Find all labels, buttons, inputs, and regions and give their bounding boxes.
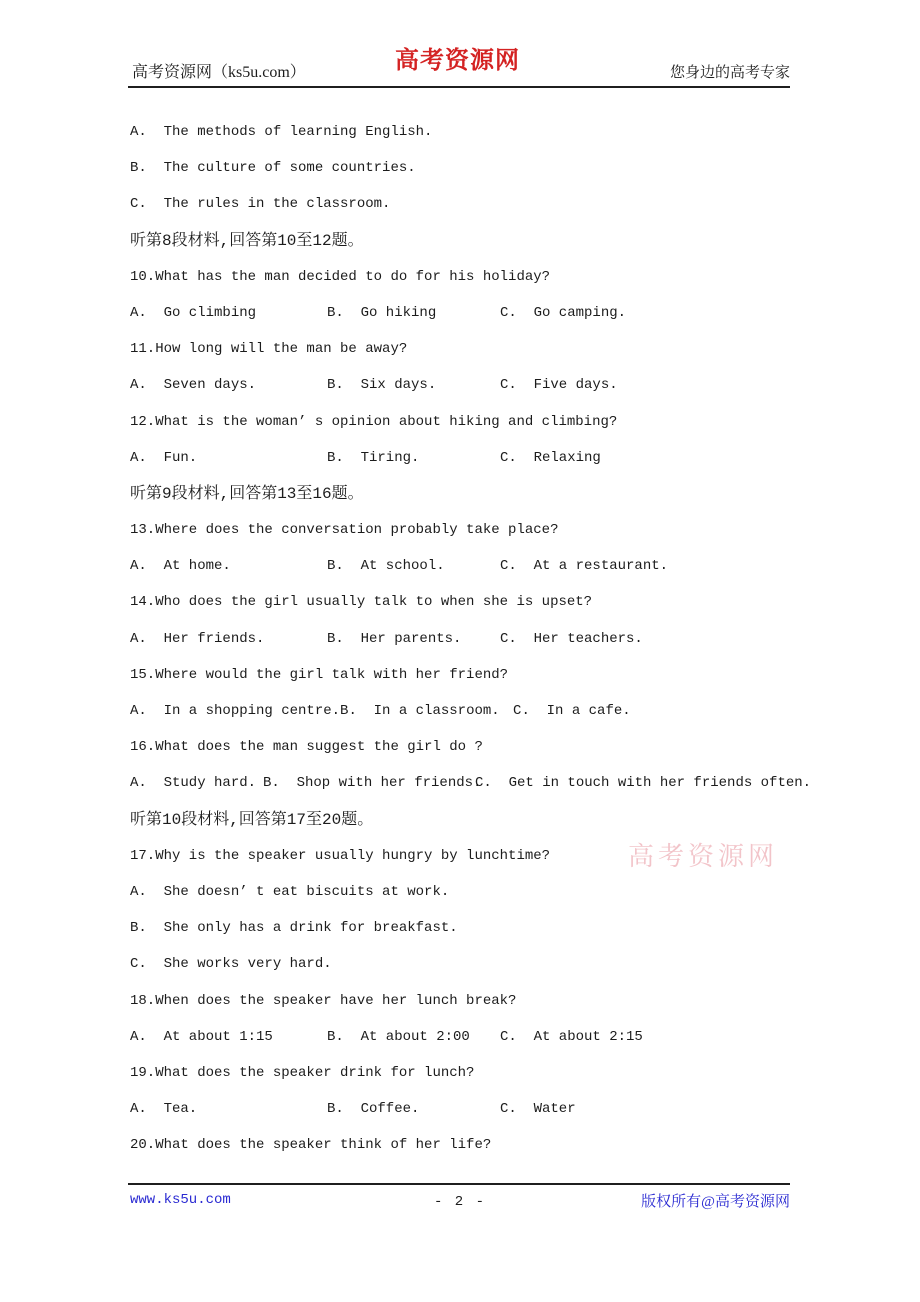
options-row [130,548,810,584]
options-row [130,1091,810,1127]
option-single-line: C. She works very hard. [130,956,332,973]
option-single-line: C. The rules in the classroom. [130,196,391,213]
header-site-name: 高考资源网（ks5u.com） [132,64,306,81]
option-item: A. Tea. [130,1101,198,1118]
option-item: B. At about 2:00 [327,1028,470,1045]
option-single-line: A. She doesn’ t eat biscuits at work. [130,883,450,900]
option-item: A. Seven days. [130,377,257,394]
option-item: A. At about 1:15 [130,1028,273,1045]
page-footer [130,1188,790,1214]
option-single-line: B. The culture of some countries. [130,160,416,177]
options-row [130,765,810,801]
option-item: C. Get in touch with her friends often. [475,775,812,792]
question-line: 10.What has the man decided to do for his holiday? [130,268,551,285]
question-line: 15.Where would the girl talk with her friend? [130,666,509,683]
options-row [130,295,810,331]
question-line: 20.What does the speaker think of her life? [130,1137,492,1154]
option-item: B. Tiring. [327,449,420,466]
question-line: 18.When does the speaker have her lunch break? [130,992,517,1009]
option-item: A. Fun. [130,449,198,466]
section-line: 听第8段材料,回答第10至12题。 [130,231,364,250]
option-item: A. Go climbing [130,304,257,321]
option-item: B. Six days. [327,377,437,394]
option-item: C. At a restaurant. [500,558,669,575]
question-line: 12.What is the woman’ s opinion about hiking and climbing? [130,413,618,430]
question-line: 13.Where does the conversation probably take place? [130,522,559,539]
option-item: C. Water [500,1101,576,1118]
option-item: A. In a shopping centre. [130,703,341,719]
option-item: B. Go hiking [327,304,437,321]
section-line: 听第9段材料,回答第13至16题。 [130,484,364,503]
option-single-line: A. The methods of learning English. [130,124,433,140]
option-single-line: B. She only has a drink for breakfast. [130,920,458,937]
option-item: C. Relaxing [500,449,601,466]
question-line: 16.What does the man suggest the girl do ? [130,739,483,756]
option-item: B. Coffee. [327,1101,420,1118]
option-item: B. Shop with her friends. [263,775,482,792]
option-item: C. In a cafe. [513,703,631,719]
exam-content [130,114,810,1163]
watermark-text: 高考资源网 [628,842,779,871]
section-line: 听第10段材料,回答第17至20题。 [130,810,374,829]
header-tagline: 您身边的高考专家 [669,65,790,81]
question-line: 11.How long will the man be away? [130,341,408,358]
options-row [130,367,810,403]
header-logo: 高考资源网 [395,48,520,74]
page-header [130,40,790,84]
footer-copyright-link[interactable]: 版权所有@高考资源网 [641,1194,790,1210]
question-line: 14.Who does the girl usually talk to when she is upset? [130,594,593,611]
header-divider [128,86,790,88]
footer-divider [128,1183,790,1185]
option-item: C. At about 2:15 [500,1028,643,1045]
option-item: A. At home. [130,558,231,575]
question-line: 19.What does the speaker drink for lunch? [130,1064,475,1081]
options-row [130,693,810,729]
option-item: B. Her parents. [327,630,462,647]
option-item: C. Her teachers. [500,630,643,647]
option-item: C. Five days. [500,377,618,394]
option-item: A. Study hard. [130,775,257,792]
option-item: B. At school. [327,558,445,575]
options-row [130,1019,810,1055]
option-item: C. Go camping. [500,304,627,321]
footer-site-link[interactable]: www.ks5u.com [130,1192,231,1208]
options-row [130,440,810,476]
question-line: 17.Why is the speaker usually hungry by lunchtime? [130,847,551,864]
options-row [130,621,810,657]
option-item: A. Her friends. [130,630,265,647]
page-number: - 2 - [433,1194,487,1210]
option-item: B. In a classroom. [340,703,500,719]
